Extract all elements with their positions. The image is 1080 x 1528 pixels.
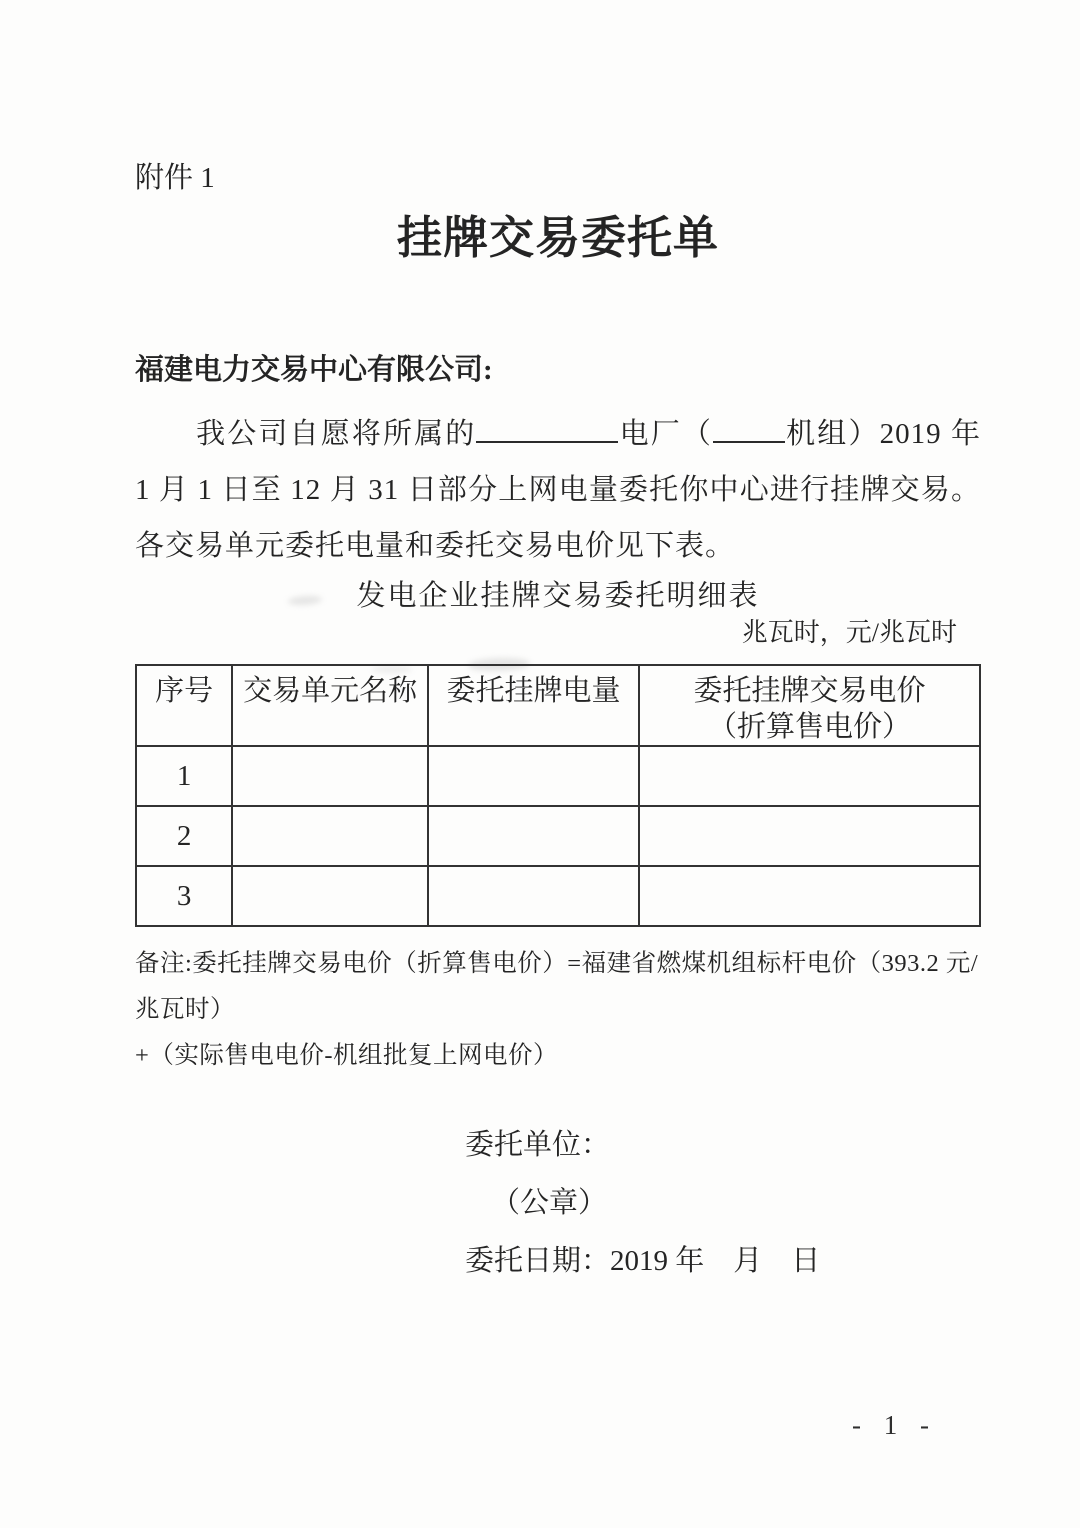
- entrust-date-label: 委托日期：2019 年 月 日: [465, 1245, 821, 1277]
- header-no: 序号: [136, 665, 232, 746]
- paragraph-segment-3: 机组）2019 年 1 月 1 日至 12 月 31 日部分上网电量委托你中心进行挂牌交易。各交易单元委托电量和委托交易电价见下表。: [135, 418, 981, 562]
- paragraph-segment-2: 电厂（: [618, 418, 714, 450]
- cell-volume: [428, 746, 639, 806]
- cell-price: [639, 806, 980, 866]
- remarks-line-2: +（实际售电电价-机组批复上网电价）: [135, 1042, 558, 1069]
- official-seal-label: （公章）: [491, 1187, 608, 1219]
- remarks-block: [135, 941, 981, 1079]
- recipient-line: 福建电力交易中心有限公司:: [135, 354, 493, 386]
- cell-row-number: 1: [136, 746, 232, 806]
- body-paragraph: [135, 406, 981, 574]
- remarks-line-1: 备注:委托挂牌交易电价（折算售电价）=福建省燃煤机组标杆电价（393.2 元/兆瓦时）: [135, 950, 979, 1023]
- cell-row-number: 3: [136, 866, 232, 926]
- header-volume: 委托挂牌电量: [428, 665, 639, 746]
- blank-unit-line: [713, 417, 785, 443]
- header-price: [639, 665, 980, 746]
- entrusting-unit-label: 委托单位：: [465, 1129, 611, 1161]
- cell-row-number: 2: [136, 806, 232, 866]
- header-price-line1: 委托挂牌交易电价: [693, 675, 926, 707]
- header-price-line2: （折算售电价）: [707, 711, 911, 743]
- table-header-row: [136, 665, 980, 746]
- header-unit-name: 交易单元名称: [232, 665, 428, 746]
- document-content: [135, 0, 981, 1303]
- table-caption: 发电企业挂牌交易委托明细表: [356, 580, 760, 612]
- page-number: - 1 -: [852, 1410, 937, 1440]
- cell-volume: [428, 866, 639, 926]
- cell-unit-name: [232, 806, 428, 866]
- table-units-note: 兆瓦时，元/兆瓦时: [741, 618, 957, 647]
- cell-unit-name: [232, 866, 428, 926]
- signature-block: [465, 1129, 981, 1277]
- cell-price: [639, 866, 980, 926]
- blank-plant-name-line: [476, 417, 618, 443]
- table-row: [136, 746, 980, 806]
- table-row: [136, 806, 980, 866]
- paragraph-segment-1: 我公司自愿将所属的: [195, 418, 477, 450]
- page-title: 挂牌交易委托单: [396, 213, 719, 263]
- attachment-label: 附件 1: [135, 162, 215, 194]
- commission-detail-table: [135, 664, 981, 927]
- cell-unit-name: [232, 746, 428, 806]
- cell-volume: [428, 806, 639, 866]
- table-row: [136, 866, 980, 926]
- cell-price: [639, 746, 980, 806]
